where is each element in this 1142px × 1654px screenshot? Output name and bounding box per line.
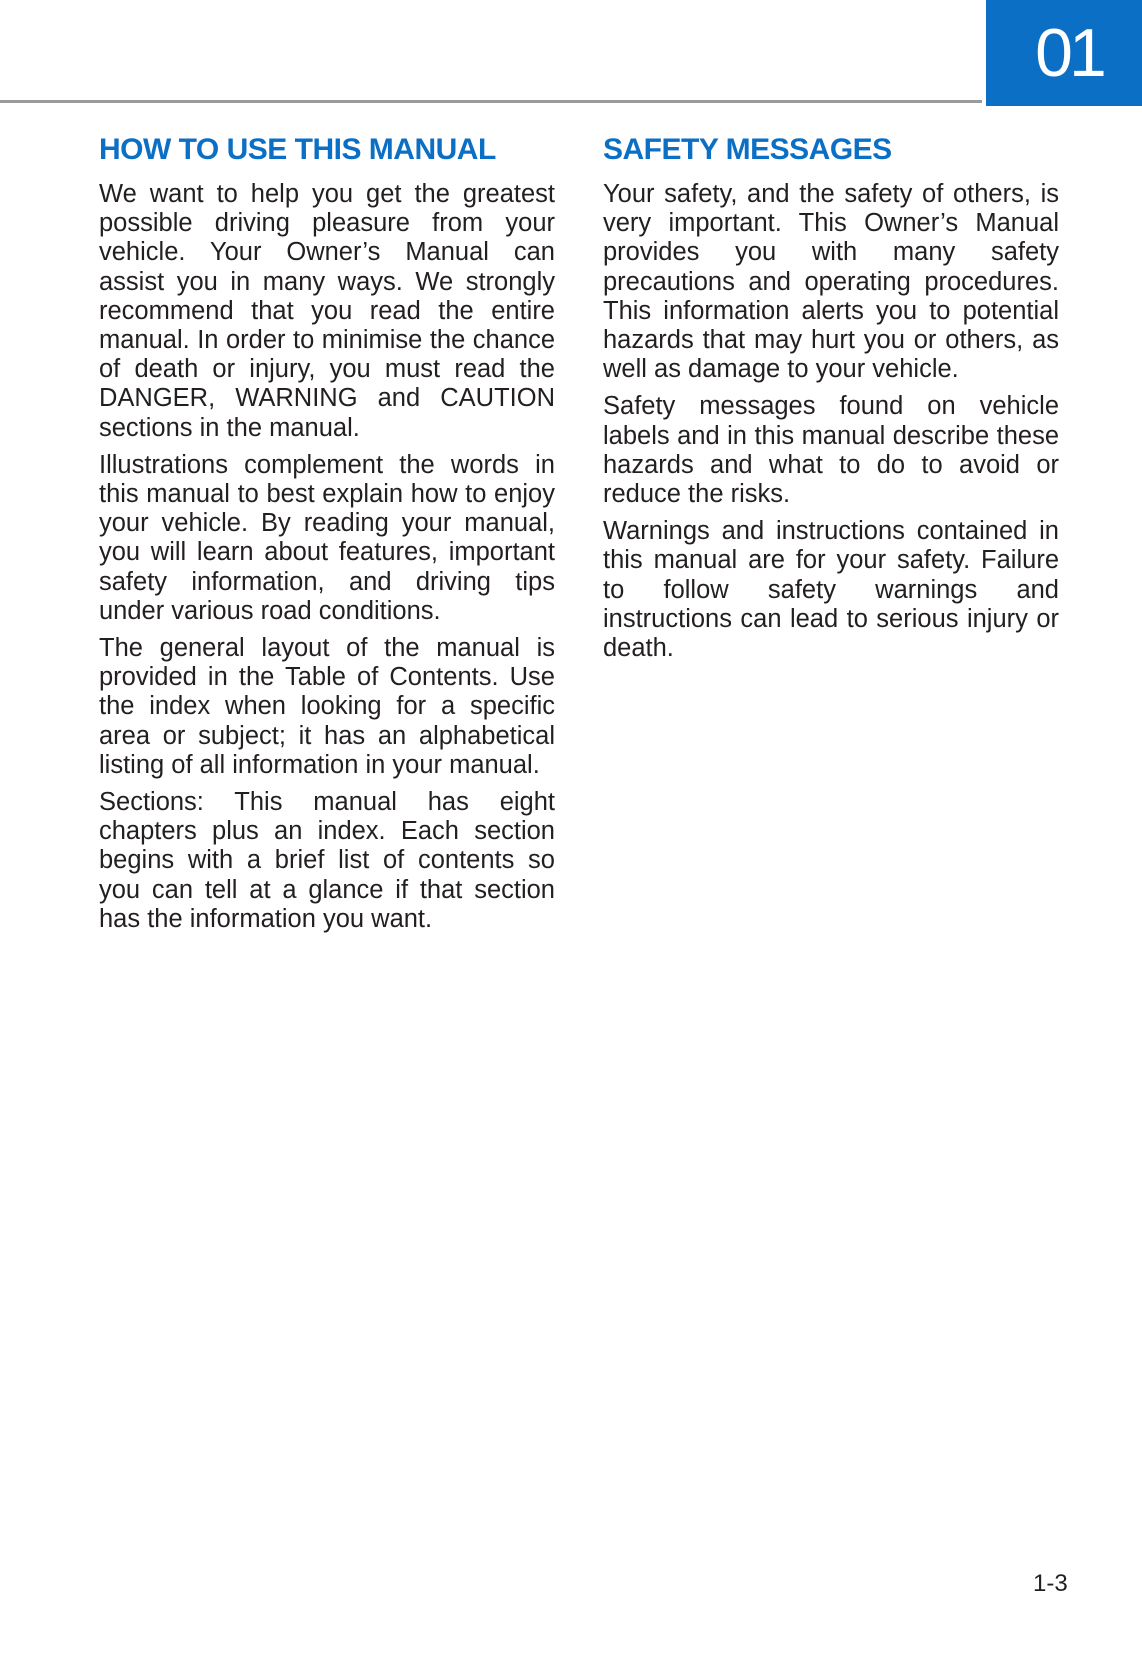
header-rule bbox=[0, 100, 982, 103]
how-to-use-section bbox=[99, 132, 555, 942]
paragraph: The general layout of the manual is provided in the Table of Contents. Use the index when looking for a specific area or subject; it has an alphabetical listing of all information in your manual. bbox=[99, 634, 555, 779]
page-number: 1-3 bbox=[1033, 1570, 1068, 1597]
paragraph: Your safety, and the safety of others, is very important. This Owner’s Manual provides you with many safety precautions and operating procedures. This information alerts you to potential hazards that may hurt you or others, as well as damage to your vehicle. bbox=[603, 180, 1059, 384]
paragraph: We want to help you get the greatest possible driving pleasure from your vehicle. Your Owner’s Manual can assist you in many ways. We strongly recommend that you read the entire manual. In order to minimise the chance of death or injury, you must read the DANGER, WARNING and CAUTION sections in the manual. bbox=[99, 180, 555, 442]
paragraph: Sections: This manual has eight chapters plus an index. Each section begins with a brief list of contents so you can tell at a glance if that section has the information you want. bbox=[99, 788, 555, 933]
paragraph: Illustrations complement the words in this manual to best explain how to enjoy your vehicle. By reading your manual, you will learn about features, important safety information, and driving tips under various road conditions. bbox=[99, 450, 555, 625]
paragraph: Warnings and instructions contained in this manual are for your safety. Failure to follow safety warnings and instructions can lead to serious injury or death. bbox=[603, 517, 1059, 663]
section-heading: SAFETY MESSAGES bbox=[603, 133, 892, 166]
section-heading: HOW TO USE THIS MANUAL bbox=[99, 133, 496, 166]
safety-messages-section bbox=[603, 132, 1059, 671]
chapter-number: 01 bbox=[1035, 15, 1103, 91]
chapter-tab bbox=[986, 0, 1142, 106]
paragraph: Safety messages found on vehicle labels and in this manual describe these hazards and what to do to avoid or reduce the risks. bbox=[603, 392, 1059, 509]
